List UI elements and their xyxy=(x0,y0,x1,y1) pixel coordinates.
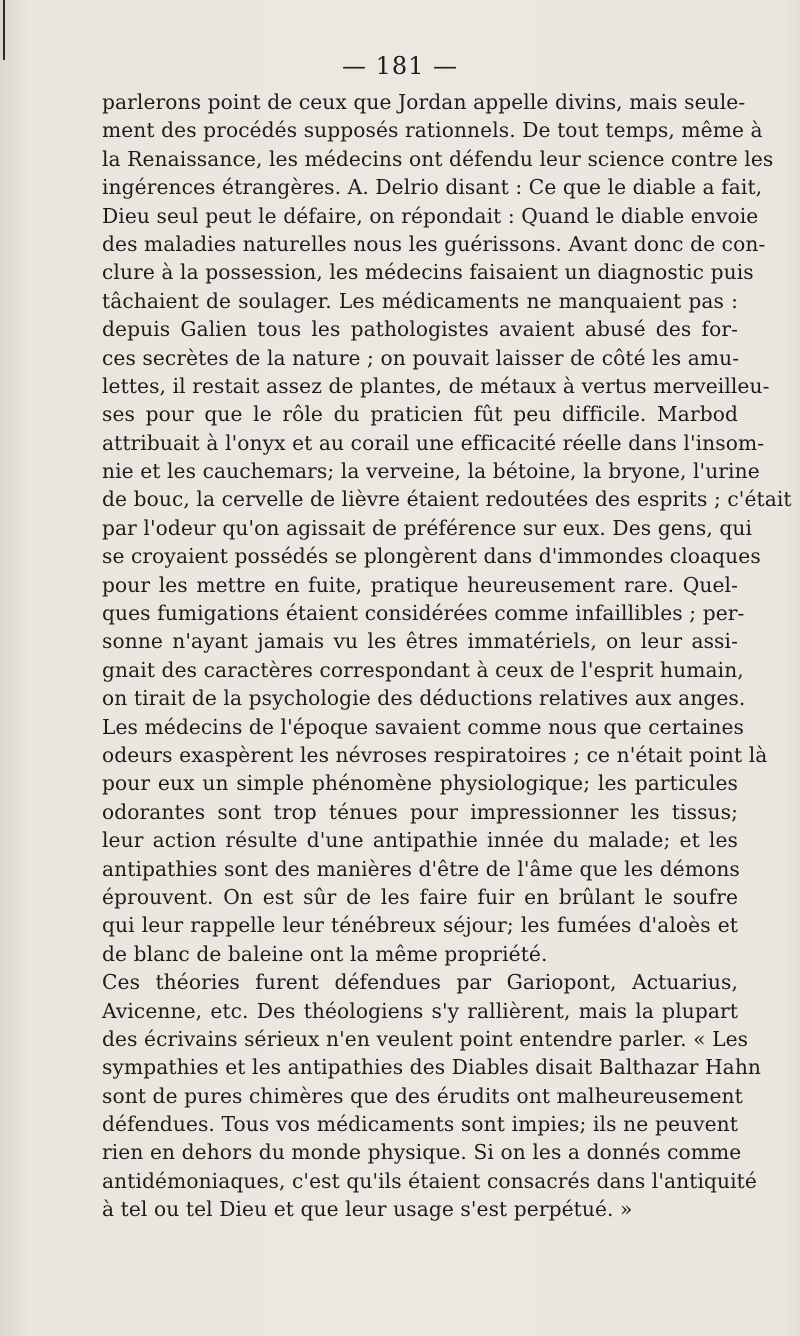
text-line: Les médecins de l'époque savaient comme nous que certaines xyxy=(102,714,744,739)
text-line: des maladies naturelles nous les guérissons. Avant donc de con- xyxy=(102,231,766,256)
text-line: odorantes sont trop ténues pour impressionner les tissus; xyxy=(102,799,738,824)
text-line: gnait des caractères correspondant à ceux de l'esprit humain, xyxy=(102,657,744,682)
text-line: attribuait à l'onyx et au corail une efficacité réelle dans l'insom- xyxy=(102,430,765,455)
text-line: ment des procédés supposés rationnels. De tout temps, même à xyxy=(102,118,763,143)
text-line: qui leur rappelle leur ténébreux séjour; les fumées d'aloès et xyxy=(102,913,738,938)
text-line: nie et les cauchemars; la verveine, la bétoine, la bryone, l'urine xyxy=(102,459,760,484)
page-number: — 181 — xyxy=(341,52,459,80)
text-line: ces secrètes de la nature ; on pouvait laisser de côté les amu- xyxy=(102,345,740,370)
text-line: parlerons point de ceux que Jordan appelle divins, mais seule- xyxy=(102,90,746,114)
text-line: de blanc de baleine ont la même propriété. xyxy=(102,941,548,966)
text-line: des écrivains sérieux n'en veulent point entendre parler. « Les xyxy=(102,1026,749,1051)
text-line: pour les mettre en fuite, pratique heureusement rare. Quel- xyxy=(102,572,738,597)
text-line: se croyaient possédés se plongèrent dans d'immondes cloaques xyxy=(102,544,761,569)
text-line: pour eux un simple phénomène physiologique; les particules xyxy=(102,771,738,796)
text-line: leur action résulte d'une antipathie innée du malade; et les xyxy=(102,828,738,853)
text-line: défendues. Tous vos médicaments sont impies; ils ne peuvent xyxy=(102,1112,738,1137)
text-line: depuis Galien tous les pathologistes avaient abusé des for- xyxy=(102,317,738,342)
text-line: antidémoniaques, c'est qu'ils étaient consacrés dans l'antiquité xyxy=(102,1168,757,1193)
text-line: la Renaissance, les médecins ont défendu leur science contre les xyxy=(102,146,774,171)
text-line: Avicenne, etc. Des théologiens s'y rallièrent, mais la plupart xyxy=(102,998,738,1023)
text-line: rien en dehors du monde physique. Si on les a donnés comme xyxy=(102,1140,742,1165)
text-line: clure à la possession, les médecins faisaient un diagnostic puis xyxy=(102,260,754,285)
text-line: tâchaient de soulager. Les médicaments ne manquaient pas : xyxy=(102,288,738,313)
text-line: odeurs exaspèrent les névroses respiratoires ; ce n'était point là xyxy=(102,742,768,767)
text-line: on tirait de la psychologie des déductions relatives aux anges. xyxy=(102,686,746,711)
text-line: ques fumigations étaient considérées comme infaillibles ; per- xyxy=(102,601,745,626)
text-line: sympathies et les antipathies des Diables disait Balthazar Hahn xyxy=(102,1055,762,1080)
text-line: ingérences étrangères. A. Delrio disant : Ce que le diable a fait, xyxy=(102,175,763,200)
text-line: Dieu seul peut le défaire, on répondait : Quand le diable envoie xyxy=(102,203,759,228)
text-line: lettes, il restait assez de plantes, de métaux à vertus merveilleu- xyxy=(102,373,770,398)
page-edge-line xyxy=(3,0,5,60)
text-line: sont de pures chimères que des érudits ont malheureusement xyxy=(102,1083,743,1108)
text-line: sonne n'ayant jamais vu les êtres immatériels, on leur assi- xyxy=(102,629,738,654)
text-line: antipathies sont des manières d'être de l'âme que les démons xyxy=(102,856,740,881)
body-text xyxy=(102,88,792,1224)
text-line: à tel ou tel Dieu et que leur usage s'est perpétué. » xyxy=(102,1197,633,1222)
text-line: Ces théories furent défendues par Gariopont, Actuarius, xyxy=(102,970,738,995)
text-line: de bouc, la cervelle de lièvre étaient redoutées des esprits ; c'était xyxy=(102,487,792,512)
text-line: éprouvent. On est sûr de les faire fuir en brûlant le soufre xyxy=(102,884,738,909)
text-line: ses pour que le rôle du praticien fût peu difficile. Marbod xyxy=(102,402,738,427)
text-line: par l'odeur qu'on agissait de préférence sur eux. Des gens, qui xyxy=(102,515,753,540)
